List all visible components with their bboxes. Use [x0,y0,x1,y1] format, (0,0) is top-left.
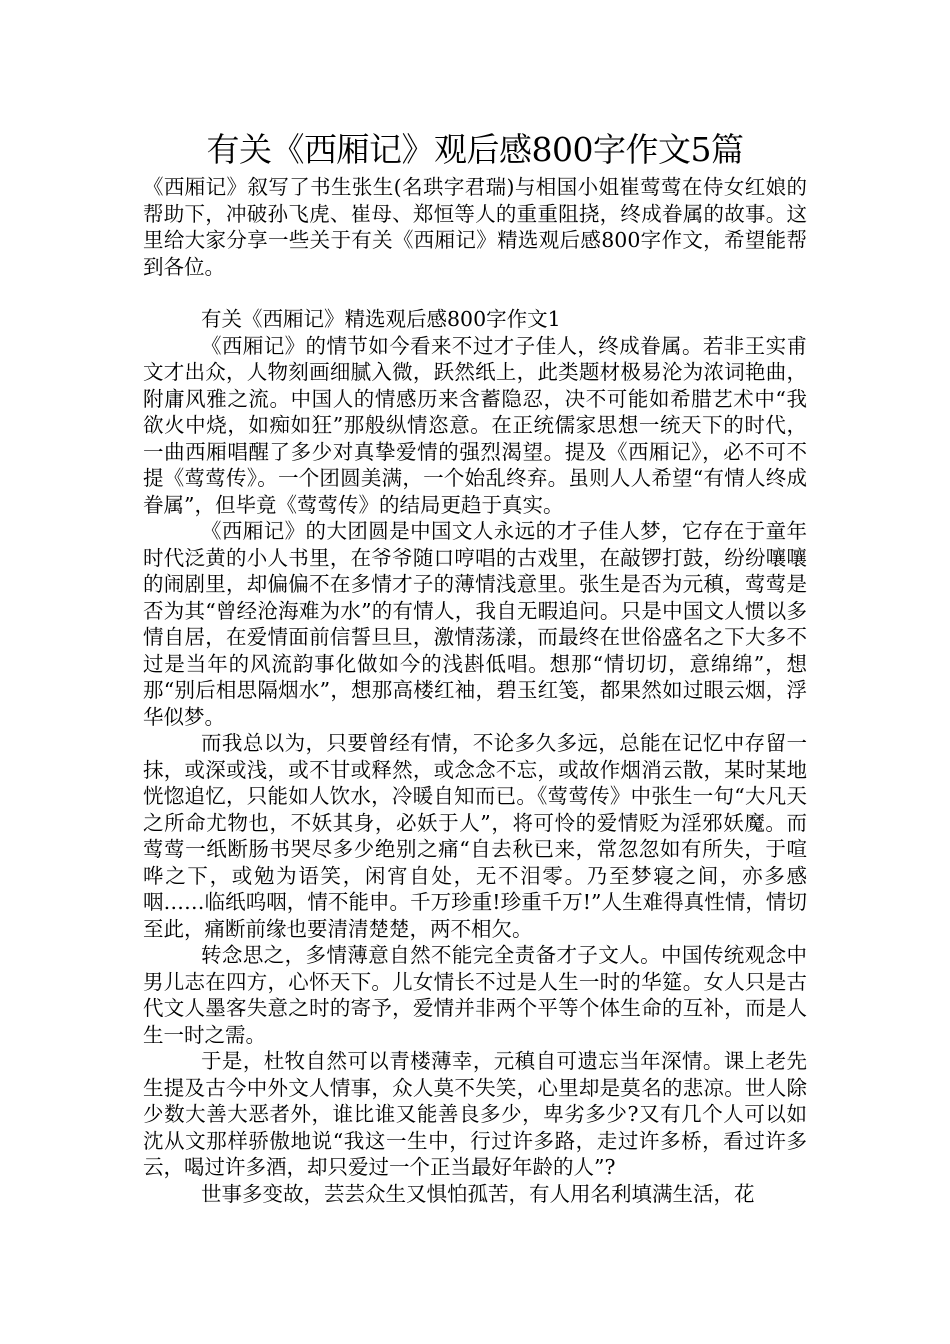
document-page [143,128,807,1207]
body-paragraph-6: 世事多变故，芸芸众生又惧怕孤苦，有人用名利填满生活，花 [201,1181,755,1206]
body-paragraph-2: 《西厢记》的大团圆是中国文人永远的才子佳人梦，它存在于童年时代泛黄的小人书里，在爷爷随口哼唱的古戏里，在敲锣打鼓，纷纷嚷嚷的闹剧里，却偏偏不在多情才子的薄情浅意里。张生是否为元稹，莺莺是否为其“曾经沧海难为水”的有情人，我自无暇追问。只是中国文人惯以多情自居，在爱情面前信誓旦旦，激情荡漾，而最终在世俗盛名之下大多不过是当年的风流韵事化做如今的浅斟低唱。想那“情切切，意绵绵”，想那“别后相思隔烟水”，想那高楼红袖，碧玉红笺，都果然如过眼云烟，浮华似梦。 [143,519,807,729]
body-paragraph-1: 《西厢记》的情节如今看来不过才子佳人，终成眷属。若非王实甫文才出众，人物刻画细腻入微，跃然纸上，此类题材极易沦为浓词艳曲，附庸风雅之流。中国人的情感历来含蓄隐忍，决不可能如希腊艺术中“我欲火中烧，如痴如狂”那般纵情恣意。在正统儒家思想一统天下的时代，一曲西厢唱醒了多少对真挚爱情的强烈渴望。提及《西厢记》，必不可不提《莺莺传》。一个团圆美满，一个始乱终弃。虽则人人希望“有情人终成眷属”，但毕竟《莺莺传》的结局更趋于真实。 [143,333,807,517]
intro-paragraph: 《西厢记》叙写了书生张生(名珙字君瑞)与相国小姐崔莺莺在侍女红娘的帮助下，冲破孙飞虎、崔母、郑恒等人的重重阻挠，终成眷属的故事。这里给大家分享一些关于有关《西厢记》精选观后感800字作文，希望能帮到各位。 [143,175,807,279]
document-title: 有关《西厢记》观后感800字作文5篇 [206,130,744,169]
body-paragraph-5: 于是，杜牧自然可以青楼薄幸，元稹自可遗忘当年深情。课上老先生提及古今中外文人情事，众人莫不失笑，心里却是莫名的悲凉。世人除少数大善大恶者外，谁比谁又能善良多少，卑劣多少?又有几个人可以如沈从文那样骄傲地说“我这一生中，行过许多路，走过许多桥，看过许多云，喝过许多酒，却只爱过一个正当最好年龄的人”? [143,1049,807,1179]
body-paragraph-4: 转念思之，多情薄意自然不能完全责备才子文人。中国传统观念中男儿志在四方，心怀天下。儿女情长不过是人生一时的华筵。女人只是古代文人墨客失意之时的寄予，爱情并非两个平等个体生命的互补，而是人生一时之需。 [143,943,807,1047]
section-heading: 有关《西厢记》精选观后感800字作文1 [201,307,561,331]
body-paragraph-3: 而我总以为，只要曾经有情，不论多久多远，总能在记忆中存留一抹，或深或浅，或不甘或释然，或念念不忘，或故作烟消云散，某时某地恍惚追忆，只能如人饮水，冷暖自知而已。《莺莺传》中张生一句“大凡天之所命尤物也，不妖其身，必妖于人”，将可怜的爱情贬为淫邪妖魔。而莺莺一纸断肠书哭尽多少绝别之痛“自去秋已来，常忽忽如有所失，于喧哗之下，或勉为语笑，闲宵自处，无不泪零。乃至梦寝之间，亦多感咽……临纸呜咽，情不能申。千万珍重!珍重千万!”人生难得真性情，情切至此，痛断前缘也要清清楚楚，两不相欠。 [143,731,807,941]
